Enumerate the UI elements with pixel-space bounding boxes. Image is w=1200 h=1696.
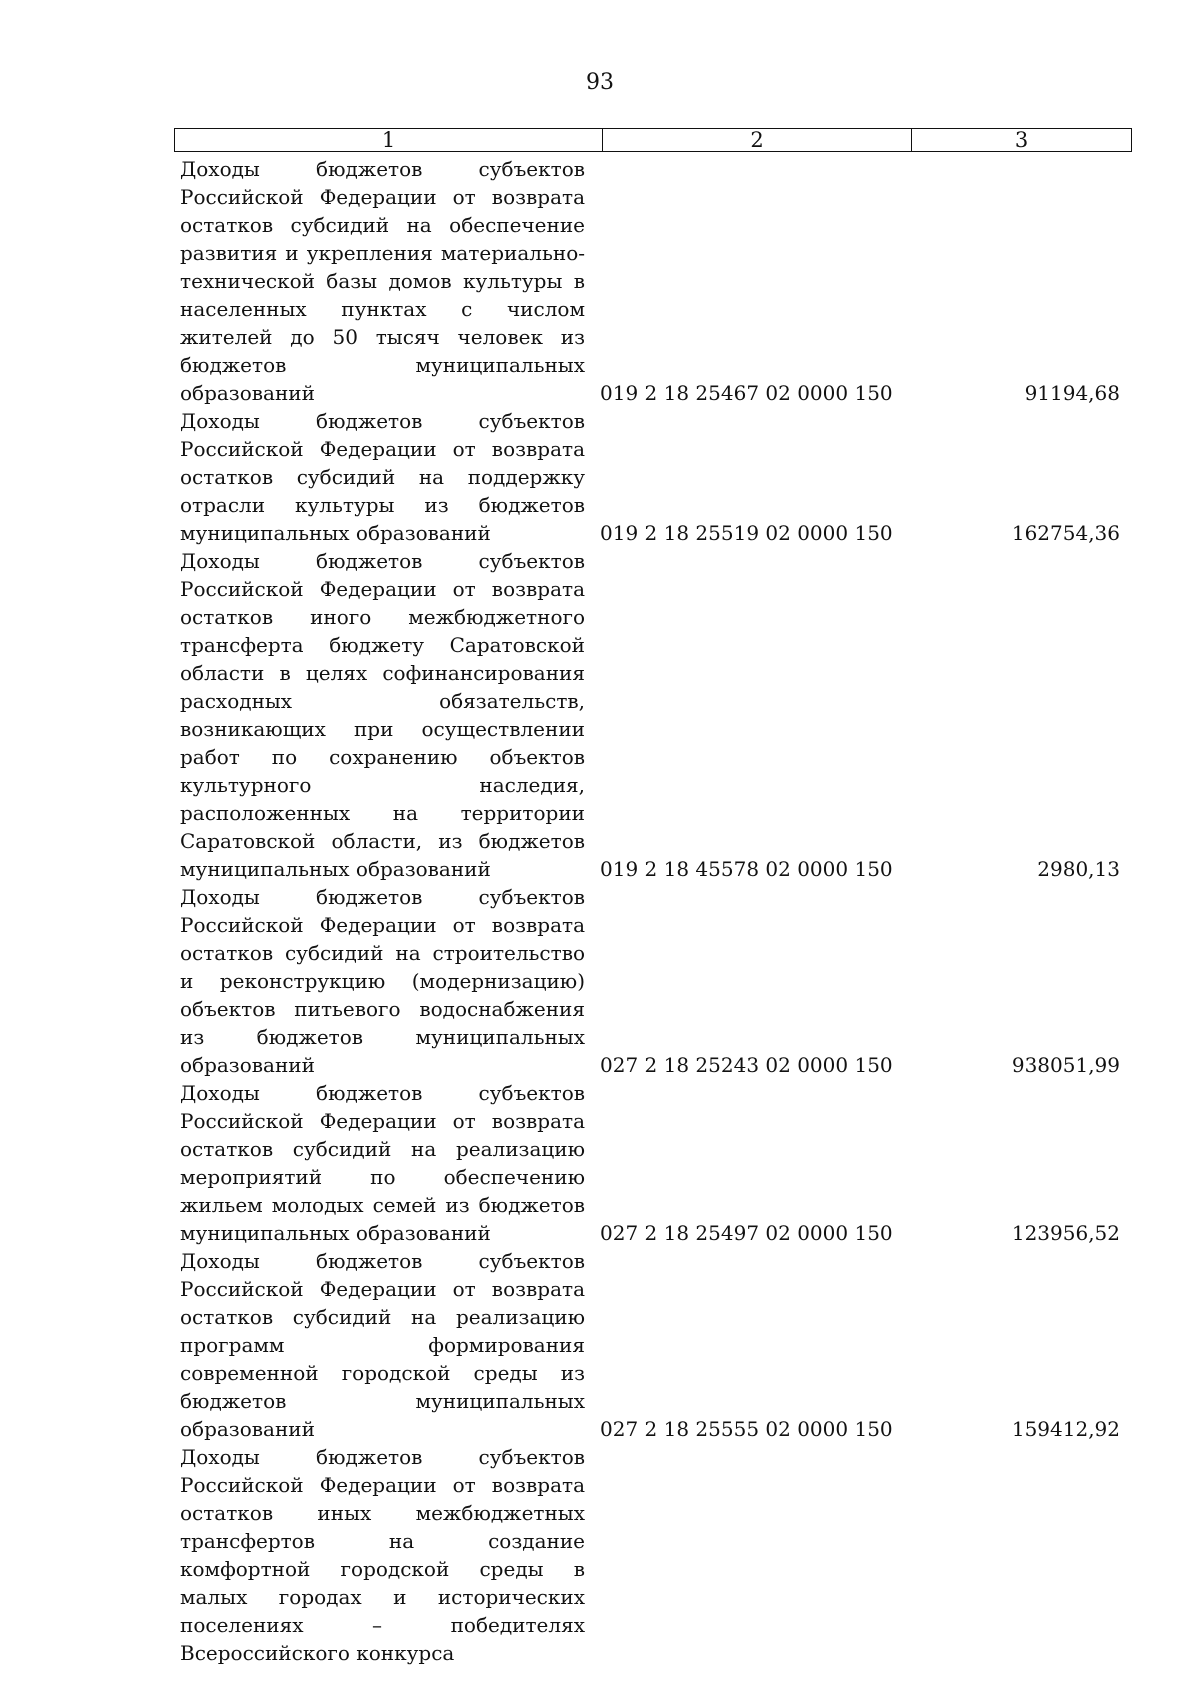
header-col-2: 2 <box>603 129 912 151</box>
row-description: Доходы бюджетов субъектов Российской Федерации от возврата остатков субсидий на поддержку отрасли культуры из бюджетов муниципальных образований <box>180 409 585 545</box>
table-row <box>180 1443 1120 1667</box>
row-amount: 91194,68 <box>1024 381 1120 405</box>
row-code: 019 2 18 45578 02 0000 150 <box>600 857 893 881</box>
header-col-3: 3 <box>1014 128 1029 152</box>
row-code: 027 2 18 25555 02 0000 150 <box>600 1417 893 1441</box>
table-row <box>180 1079 1120 1247</box>
row-description: Доходы бюджетов субъектов Российской Федерации от возврата остатков субсидий на обеспечение развития и укрепления материально-технической базы домов культуры в населенных пунктах с числом жителей до 50 тысяч человек из бюджетов муниципальных образований <box>180 157 585 405</box>
table-row <box>180 155 1120 407</box>
row-description: Доходы бюджетов субъектов Российской Федерации от возврата остатков субсидий на реализацию программ формирования современной городской среды из бюджетов муниципальных образований <box>180 1249 585 1441</box>
table-row <box>180 1247 1120 1443</box>
row-code: 027 2 18 25497 02 0000 150 <box>600 1221 893 1245</box>
row-description: Доходы бюджетов субъектов Российской Федерации от возврата остатков иных межбюджетных трансфертов на создание комфортной городской среды в малых городах и исторических поселениях – победителях Всероссийского конкурса <box>180 1445 585 1665</box>
row-amount: 938051,99 <box>1011 1053 1120 1077</box>
table-body <box>180 155 1120 1667</box>
row-code: 019 2 18 25467 02 0000 150 <box>600 381 893 405</box>
row-code: 027 2 18 25243 02 0000 150 <box>600 1053 893 1077</box>
page-number: 93 <box>586 70 614 95</box>
row-amount: 162754,36 <box>1011 521 1120 545</box>
row-description: Доходы бюджетов субъектов Российской Федерации от возврата остатков субсидий на строительство и реконструкцию (модернизацию) объектов питьевого водоснабжения из бюджетов муниципальных образований <box>180 885 585 1077</box>
row-amount: 159412,92 <box>1011 1417 1120 1441</box>
table-header <box>174 128 1132 152</box>
table-row <box>180 547 1120 883</box>
table-row <box>180 407 1120 547</box>
row-amount: 123956,52 <box>1011 1221 1120 1245</box>
header-col-1: 1 <box>175 129 603 151</box>
row-amount: 2980,13 <box>1037 857 1120 881</box>
table-row <box>180 883 1120 1079</box>
row-description: Доходы бюджетов субъектов Российской Федерации от возврата остатков субсидий на реализацию мероприятий по обеспечению жильем молодых семей из бюджетов муниципальных образований <box>180 1081 585 1245</box>
row-description: Доходы бюджетов субъектов Российской Федерации от возврата остатков иного межбюджетного трансферта бюджету Саратовской области в целях софинансирования расходных обязательств, возникающих при осуществлении работ по сохранению объектов культурного наследия, расположенных на территории Саратовской области, из бюджетов муниципальных образований <box>180 549 585 881</box>
row-code: 019 2 18 25519 02 0000 150 <box>600 521 893 545</box>
